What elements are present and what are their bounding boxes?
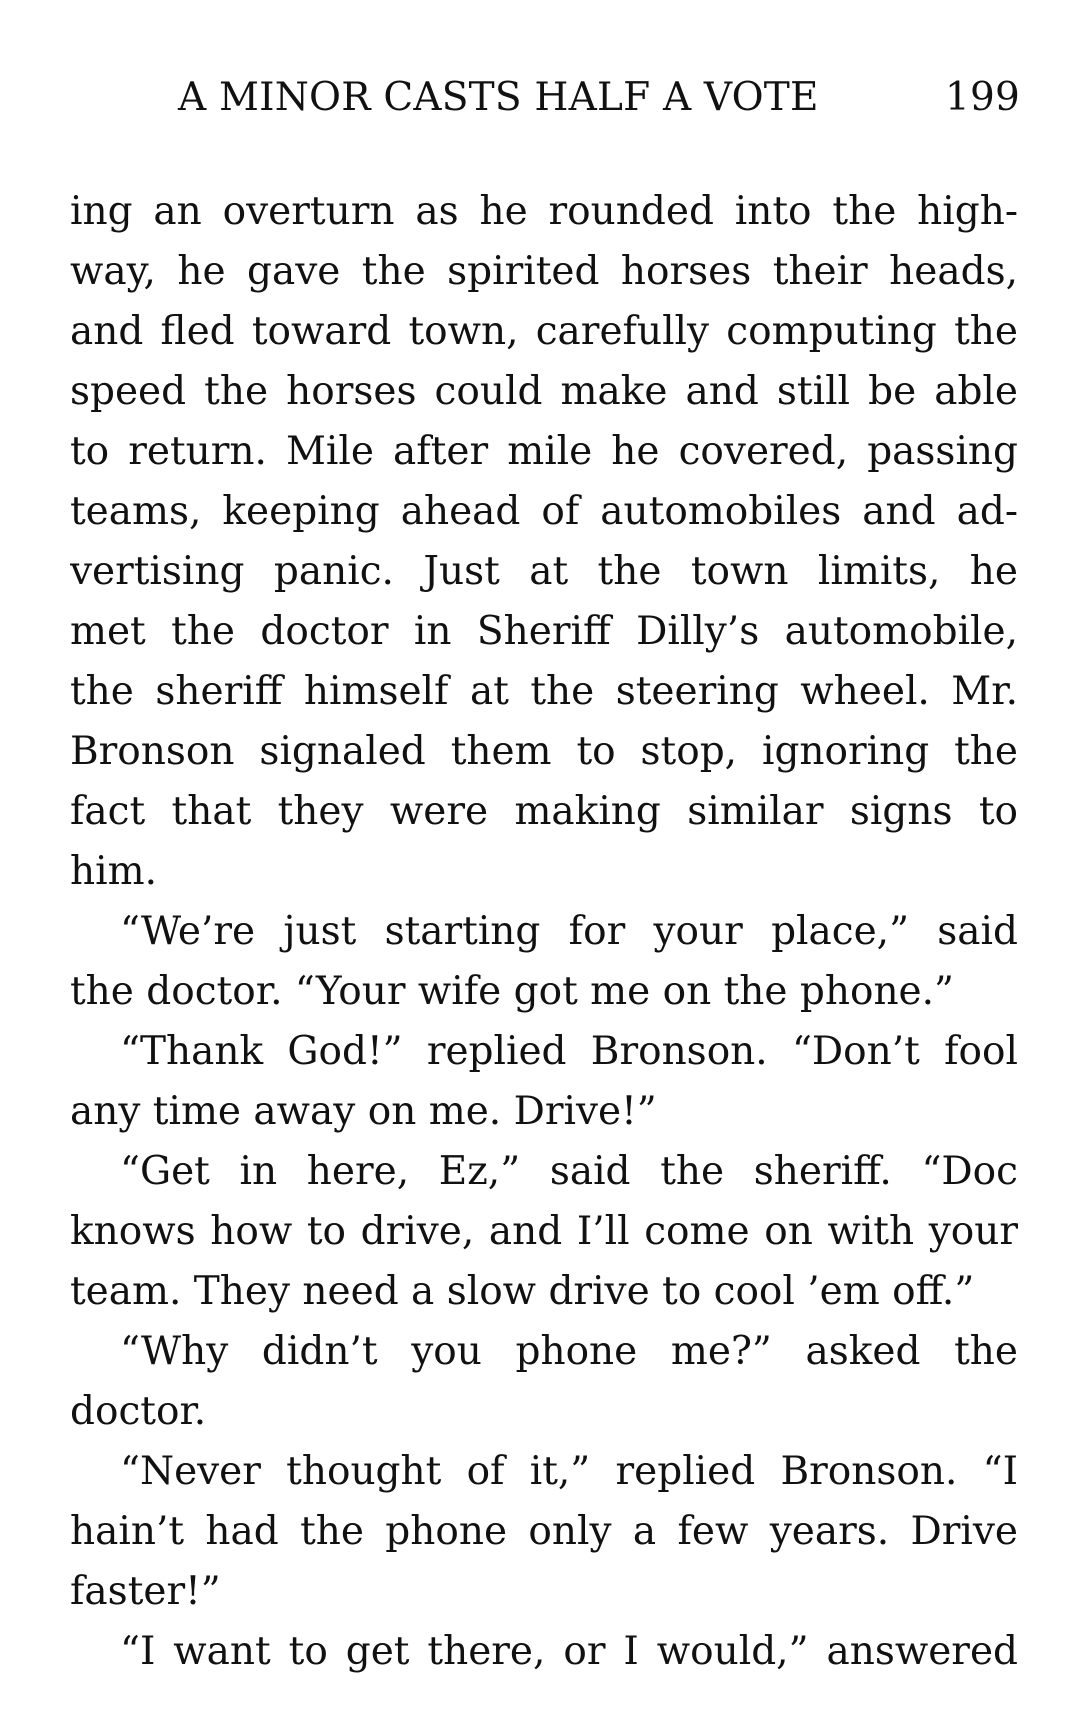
text-line: vertising panic. Just at the town limits, he bbox=[70, 549, 1018, 594]
text-line: team. They need a slow drive to cool ’em off.” bbox=[70, 1269, 975, 1314]
text-line: and fled toward town, carefully computing the bbox=[70, 309, 1018, 354]
text-line: knows how to drive, and I’ll come on with your bbox=[70, 1209, 1018, 1254]
text-line: faster!” bbox=[70, 1569, 221, 1614]
text-line: him. bbox=[70, 849, 157, 894]
text-line: way, he gave the spirited horses their heads, bbox=[70, 249, 1018, 294]
text-line: met the doctor in Sheriff Dilly’s automobile, bbox=[70, 609, 1018, 654]
text-line: ing an overturn as he rounded into the high- bbox=[70, 189, 1018, 234]
running-head bbox=[178, 72, 1020, 122]
text-line: “Get in here, Ez,” said the sheriff. “Doc bbox=[120, 1149, 1018, 1194]
text-line: speed the horses could make and still be able bbox=[70, 369, 1018, 414]
body-text bbox=[70, 182, 1018, 1682]
text-line: hain’t had the phone only a few years. Drive bbox=[70, 1509, 1018, 1554]
text-line: “Never thought of it,” replied Bronson. “I bbox=[120, 1449, 1018, 1494]
text-line: doctor. bbox=[70, 1389, 207, 1434]
chapter-title: A MINOR CASTS HALF A VOTE bbox=[178, 74, 819, 120]
text-line: “Thank God!” replied Bronson. “Don’t fool bbox=[120, 1029, 1018, 1074]
page-number: 199 bbox=[944, 74, 1020, 120]
text-line: the sheriff himself at the steering wheel. Mr. bbox=[70, 669, 1018, 714]
text-line: to return. Mile after mile he covered, passing bbox=[70, 429, 1018, 474]
text-line: the doctor. “Your wife got me on the phone.” bbox=[70, 969, 954, 1014]
text-line: “Why didn’t you phone me?” asked the bbox=[120, 1329, 1018, 1374]
text-line: Bronson signaled them to stop, ignoring the bbox=[70, 729, 1018, 774]
text-line: any time away on me. Drive!” bbox=[70, 1089, 657, 1134]
text-line: “We’re just starting for your place,” said bbox=[120, 909, 1018, 954]
text-line: teams, keeping ahead of automobiles and ad- bbox=[70, 489, 1018, 534]
text-line: fact that they were making similar signs to bbox=[70, 789, 1018, 834]
text-line: “I want to get there, or I would,” answered bbox=[120, 1629, 1018, 1674]
